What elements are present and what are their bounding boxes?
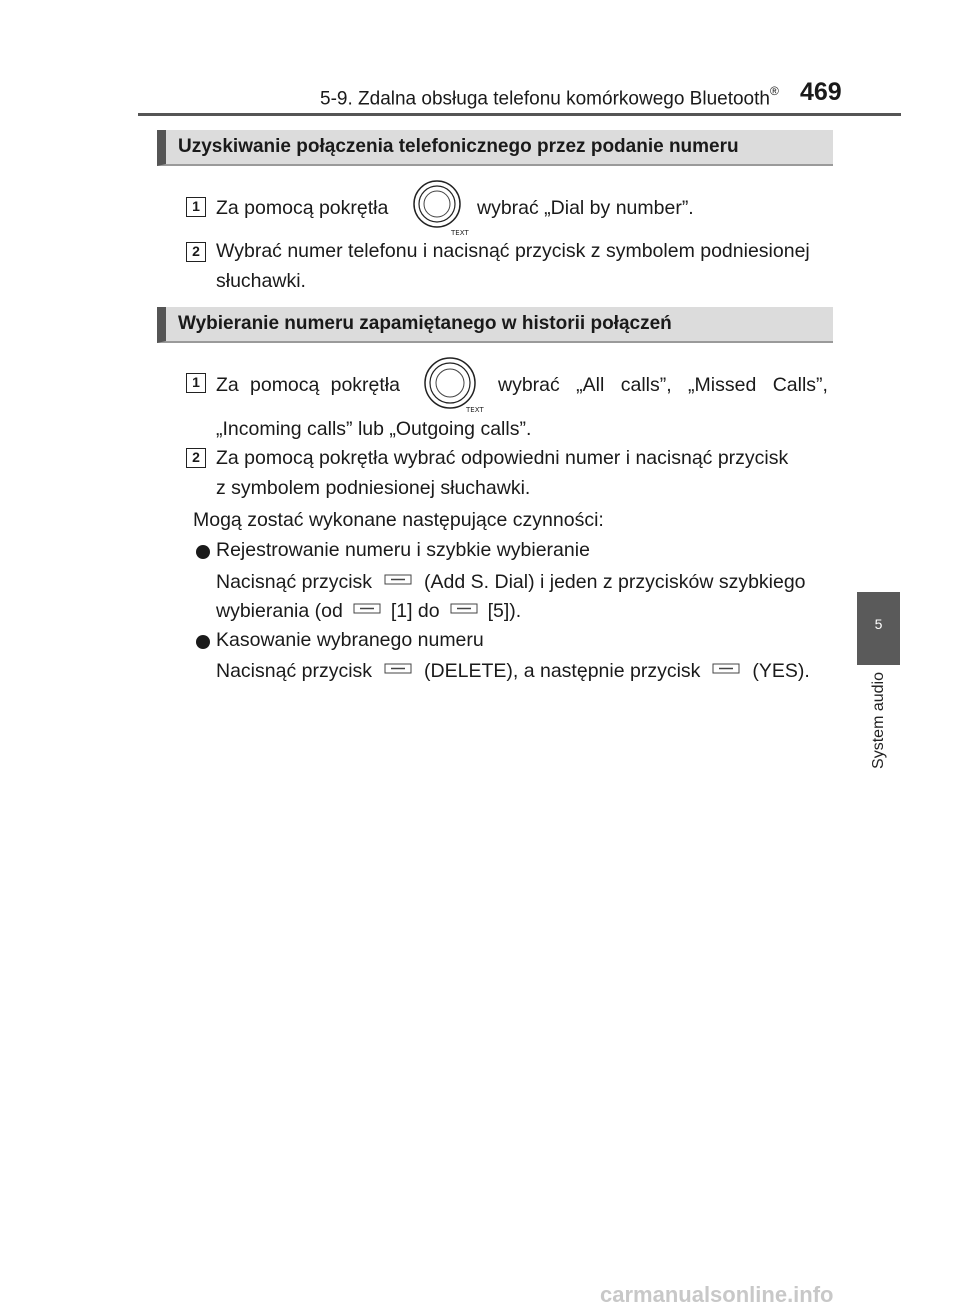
header-rule — [138, 113, 901, 116]
step-text: „Incoming calls” lub „Outgoing calls”. — [216, 418, 532, 440]
step-text: z symbolem podniesionej słuchawki. — [216, 477, 531, 499]
button-icon — [353, 603, 381, 614]
step-text: wybrać „All calls”, „Missed Calls”, — [498, 374, 828, 396]
step-text: słuchawki. — [216, 270, 306, 292]
tune-knob-icon — [411, 179, 469, 237]
section-heading-dial-by-number: Uzyskiwanie połączenia telefonicznego przez podanie numeru — [157, 130, 833, 166]
watermark: carmanualsonline.info — [600, 1282, 834, 1307]
button-icon — [384, 663, 412, 674]
bullet-text: Nacisnąć przycisk (DELETE), a następnie przycisk (YES). — [216, 660, 810, 682]
button-icon — [450, 603, 478, 614]
page-number: 469 — [800, 78, 842, 106]
step-number: 1 — [186, 373, 206, 393]
button-icon — [712, 663, 740, 674]
bullet-title: Rejestrowanie numeru i szybkie wybieranie — [216, 539, 590, 561]
step-number: 2 — [186, 242, 206, 262]
button-icon — [384, 574, 412, 585]
step-text: wybrać „Dial by number”. — [477, 197, 694, 219]
knob-label: TEXT — [451, 229, 469, 237]
chapter-number: 5 — [874, 616, 883, 632]
step-number: 1 — [186, 197, 206, 217]
chapter-label: System audio — [869, 672, 887, 769]
bullet-text: wybierania (od [1] do [5]). — [216, 600, 522, 622]
step-number: 2 — [186, 448, 206, 468]
step-text: Za pomocą pokrętła — [216, 374, 400, 396]
tune-knob-icon — [420, 356, 488, 414]
step-text: Za pomocą pokrętła — [216, 197, 389, 219]
section-heading-call-history: Wybieranie numeru zapamiętanego w historii połączeń — [157, 307, 833, 343]
knob-label: TEXT — [466, 406, 484, 414]
bullet-title: Kasowanie wybranego numeru — [216, 629, 484, 651]
running-header: 5-9. Zdalna obsługa telefonu komórkowego Bluetooth® — [320, 84, 779, 110]
step-text: Za pomocą pokrętła wybrać odpowiedni numer i nacisnąć przycisk — [216, 447, 789, 469]
bullet-text: Nacisnąć przycisk (Add S. Dial) i jeden z przycisków szybkiego — [216, 571, 806, 593]
bullet-icon — [196, 635, 210, 649]
bullet-icon — [196, 545, 210, 559]
intro-text: Mogą zostać wykonane następujące czynności: — [193, 509, 604, 531]
step-text: Wybrać numer telefonu i nacisnąć przycisk z symbolem podniesionej — [216, 240, 810, 262]
